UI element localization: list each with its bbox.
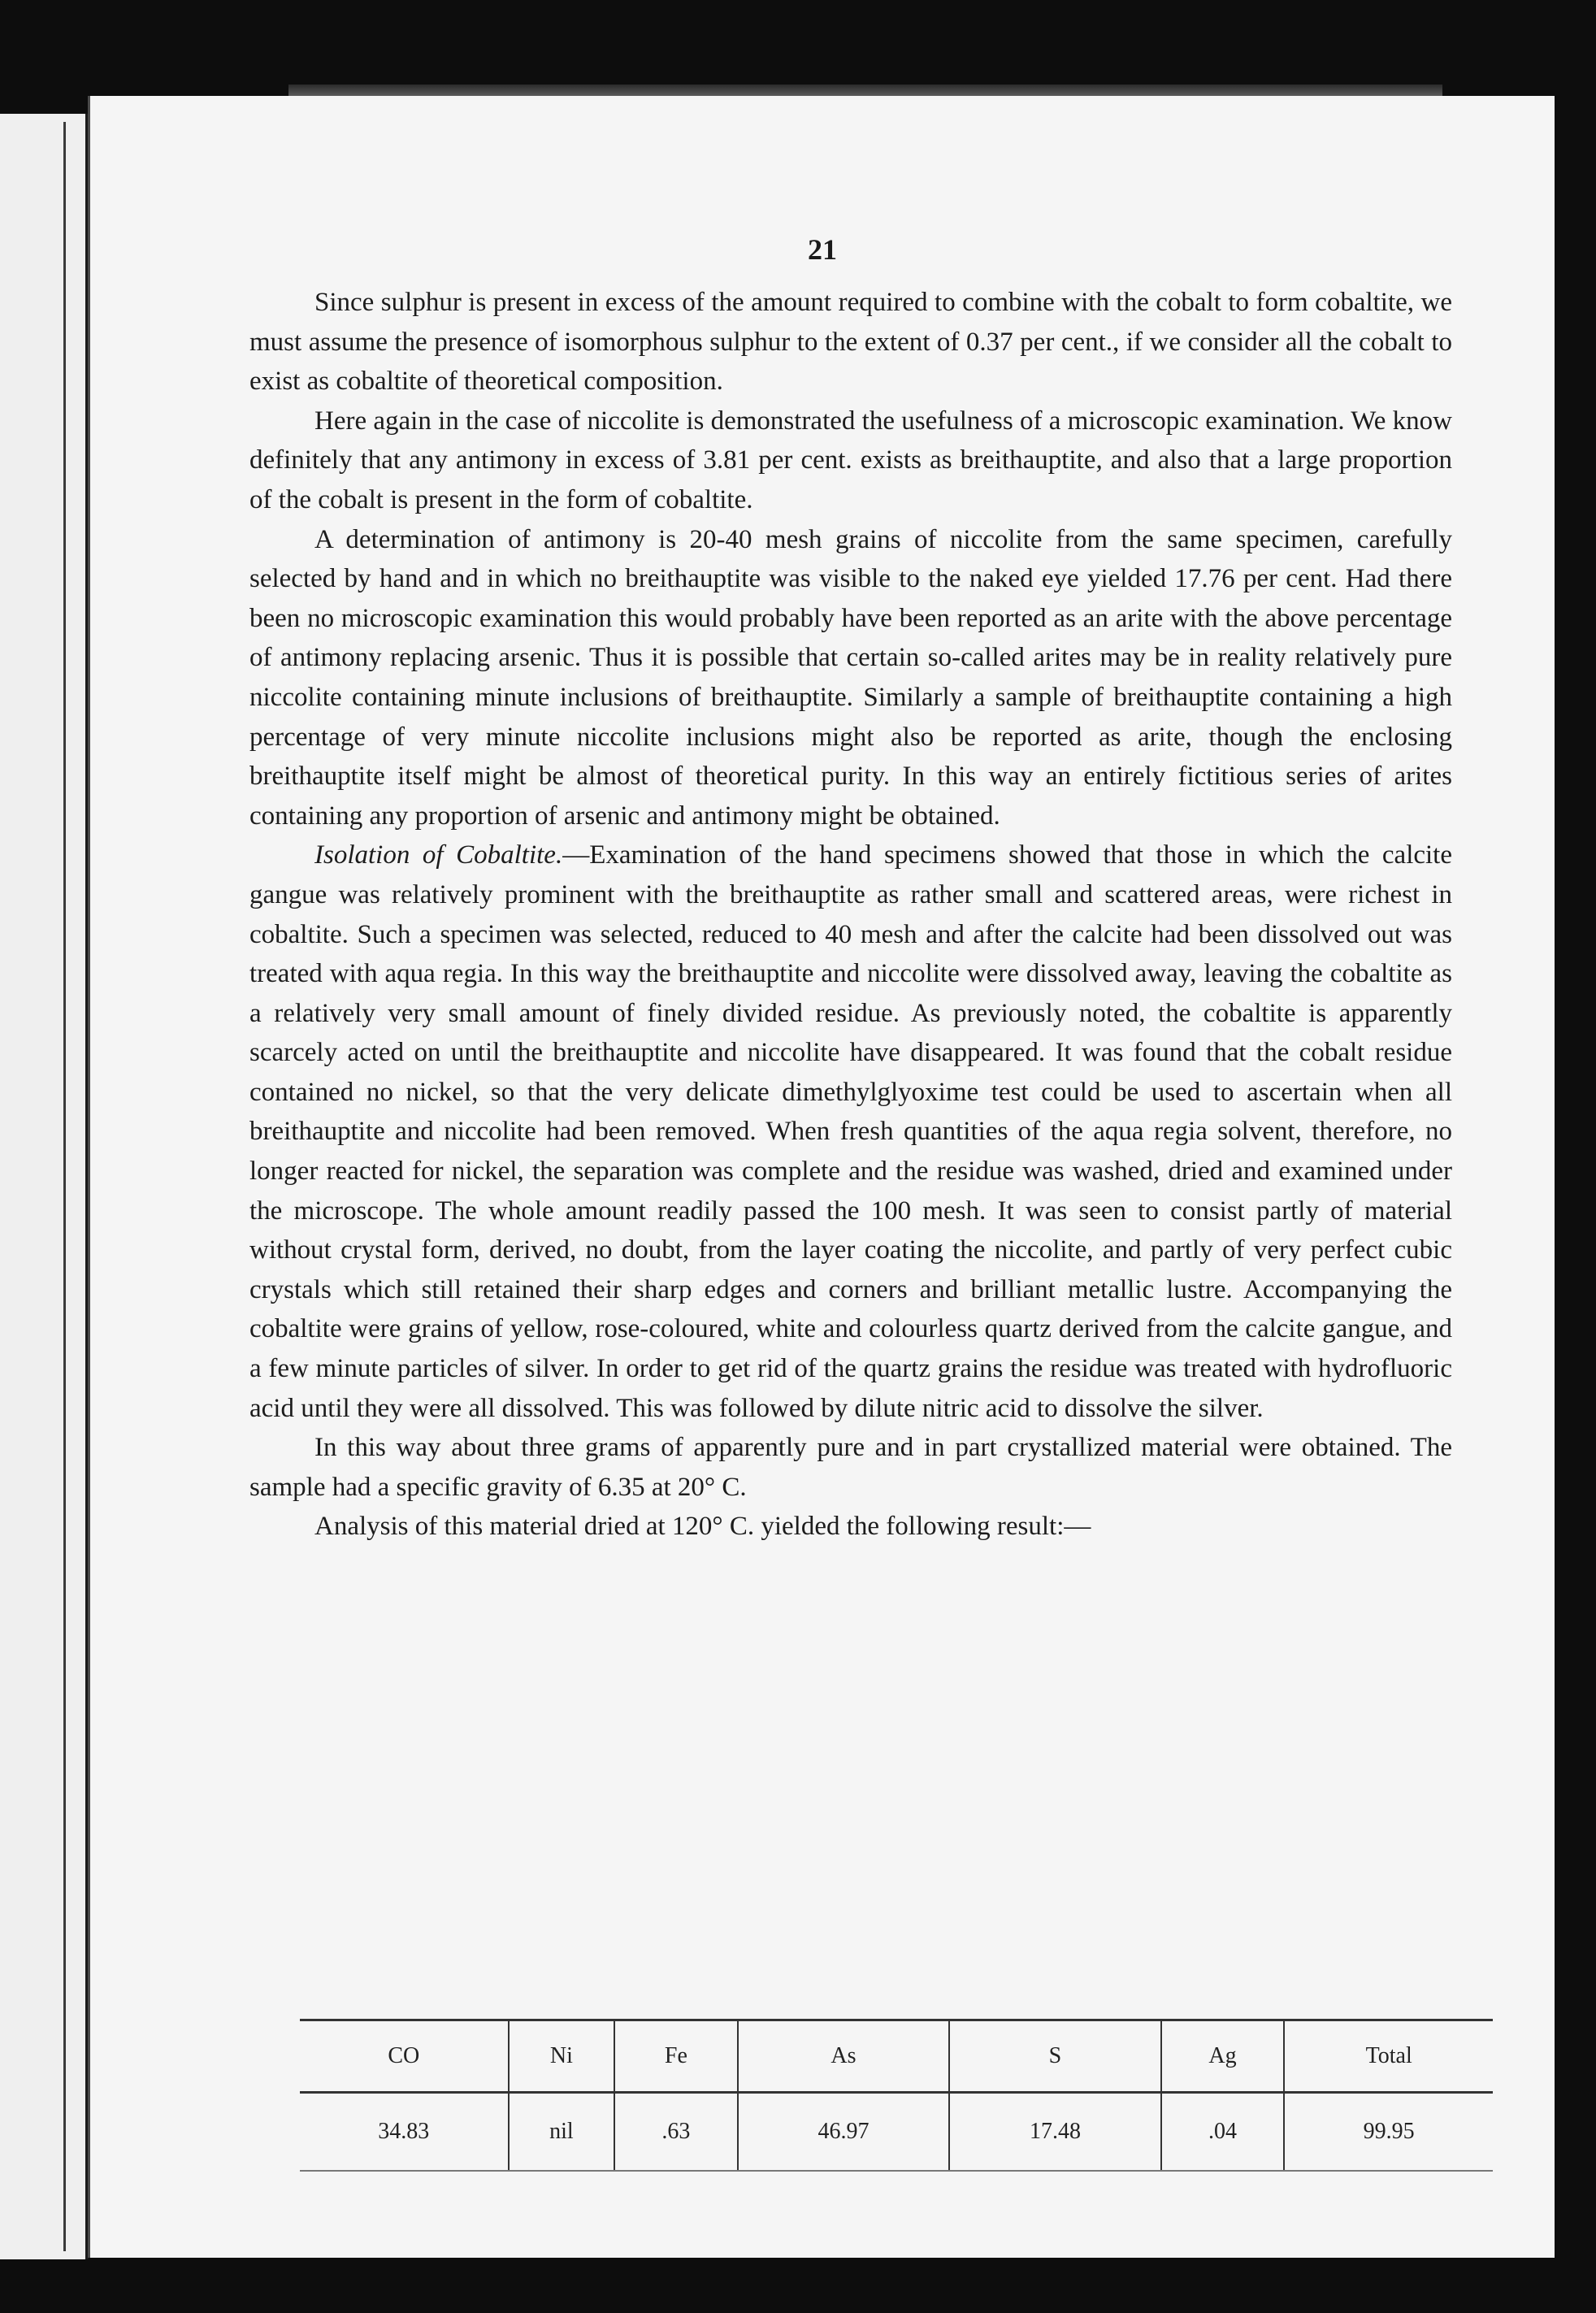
table-cell: 17.48 xyxy=(949,2093,1161,2172)
paragraph: Since sulphur is present in excess of the amount required to combine with the cobalt to form cobaltite, we must assume the presence of isomorphous sulphur to the extent of 0.37 per cent., if we consider all the cobalt to exist as cobaltite of theoretical composition. xyxy=(249,288,1452,397)
table-cell: .04 xyxy=(1161,2093,1285,2172)
spine-line xyxy=(63,122,66,2251)
table-header-row xyxy=(300,2020,1493,2093)
table-header: S xyxy=(949,2020,1161,2093)
table-header: CO xyxy=(300,2020,509,2093)
paragraph: A determination of antimony is 20-40 mesh grains of niccolite from the same specimen, carefully selected by hand and in which no breithauptite was visible to the naked eye yielded 17.76 per cent. Had there been no microscopic examination this would probably have been reported as an arite with the above percentage of antimony replacing arsenic. Thus it is possible that certain so-called arites may be in reality relatively pure niccolite containing minute inclusions of breithauptite. Similarly a sample of breithauptite containing a high percentage of very minute niccolite inclusions might also be reported as arite, though the enclosing breithauptite itself might be almost of theoretical purity. In this way an entirely fictitious series of arites containing any proportion of arsenic and antimony might be obtained. xyxy=(249,524,1452,831)
analysis-table xyxy=(300,2019,1493,2172)
section-heading: Isolation of Cobaltite. xyxy=(314,840,563,870)
body-text xyxy=(249,283,1452,1547)
table-header: Fe xyxy=(614,2020,738,2093)
table-cell: 99.95 xyxy=(1284,2093,1493,2172)
table-cell: nil xyxy=(509,2093,614,2172)
isolation-paragraph xyxy=(249,835,1452,1428)
paragraph: In this way about three grams of apparently pure and in part crystallized material were obtained. The sample had a specific gravity of 6.35 at 20° C. xyxy=(249,1433,1452,1502)
table-cell: 46.97 xyxy=(738,2093,950,2172)
table-cell: .63 xyxy=(614,2093,738,2172)
table-header: Ni xyxy=(509,2020,614,2093)
facing-page-edge xyxy=(0,114,89,2259)
table-row xyxy=(300,2093,1493,2172)
isolation-text: —Examination of the hand specimens showed that those in which the calcite gangue was relatively prominent with the breithauptite as rather small and scattered areas, were richest in cobaltite. Such a specimen was selected, reduced to 40 mesh and after the calcite had been dissolved out was treated with aqua regia. In this way the breithauptite and niccolite were dissolved away, leaving the cobaltite as a relatively very small amount of finely divided residue. As previously noted, the cobaltite is apparently scarcely acted on until the breithauptite and niccolite have disappeared. It was found that the cobalt residue contained no nickel, so that the very delicate dimethylglyoxime test could be used to ascertain when all breithauptite and niccolite had been removed. When fresh quantities of the aqua regia solvent, therefore, no longer reacted for nickel, the separation was complete and the residue was washed, dried and examined under the microscope. The whole amount readily passed the 100 mesh. It was seen to consist partly of material without crystal form, derived, no doubt, from the layer coating the niccolite, and partly of very perfect cubic crystals which still retained their sharp edges and corners and brilliant metallic lustre. Accompanying the cobaltite were grains of yellow, rose-coloured, white and colourless quartz derived from the calcite gangue, and a few minute particles of silver. In order to get rid of the quartz grains the residue was treated with hydrofluoric acid until they were all dissolved. This was followed by dilute nitric acid to dissolve the silver. xyxy=(249,840,1452,1423)
analysis-intro: Analysis of this material dried at 120° C. yielded the following result:— xyxy=(314,1512,1091,1542)
table-header: Ag xyxy=(1161,2020,1285,2093)
table-header: As xyxy=(738,2020,950,2093)
paragraph: Here again in the case of niccolite is demonstrated the usefulness of a microscopic examination. We know definitely that any antimony in excess of 3.81 per cent. exists as breithauptite, and also that a large proportion of the cobalt is present in the form of cobaltite. xyxy=(249,406,1452,514)
page-top-shadow xyxy=(288,85,1442,96)
table-cell: 34.83 xyxy=(300,2093,509,2172)
document-page xyxy=(88,96,1555,2258)
page-number: 21 xyxy=(808,233,837,266)
table-header: Total xyxy=(1284,2020,1493,2093)
